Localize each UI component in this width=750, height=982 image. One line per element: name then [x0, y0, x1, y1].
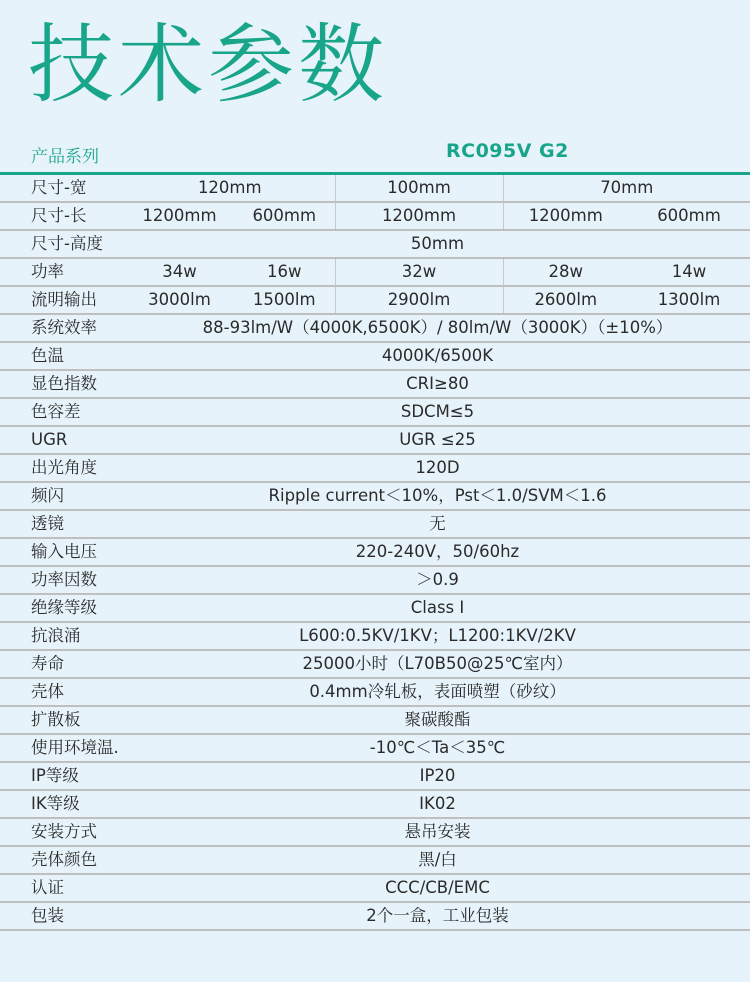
cell-value: CCC/CB/EMC — [125, 874, 750, 902]
row-label: 壳体 — [0, 678, 125, 706]
row-label: 色温 — [0, 342, 125, 370]
page-title: 技术参数 — [28, 15, 388, 115]
row-label: 尺寸-高度 — [0, 230, 125, 258]
cell-value: Ripple current＜10%，Pst＜1.0/SVM＜1.6 — [125, 482, 750, 510]
cell-value: UGR ≤25 — [125, 426, 750, 454]
row-label: IK等级 — [0, 790, 125, 818]
cell-value: 70mm — [503, 175, 750, 202]
cell-value: 600mm — [234, 202, 335, 230]
cell-value: 88-93lm/W（4000K,6500K）/ 80lm/W（3000K）（±10%） — [125, 314, 750, 342]
cell-value: 1300lm — [628, 286, 750, 314]
spec-table — [0, 175, 750, 931]
table-row — [0, 678, 750, 706]
product-series-label: 产品系列 — [31, 147, 99, 167]
cell-value: 聚碳酸酯 — [125, 706, 750, 734]
row-label: 绝缘等级 — [0, 594, 125, 622]
table-row — [0, 286, 750, 314]
cell-value: 3000lm — [125, 286, 234, 314]
table-row — [0, 370, 750, 398]
table-row — [0, 175, 750, 202]
cell-value: 600mm — [628, 202, 750, 230]
row-label: 壳体颜色 — [0, 846, 125, 874]
cell-value: 25000小时（L70B50@25℃室内） — [125, 650, 750, 678]
table-row — [0, 314, 750, 342]
cell-value: 2900lm — [335, 286, 503, 314]
cell-value: 14w — [628, 258, 750, 286]
table-row — [0, 454, 750, 482]
cell-value: Class I — [125, 594, 750, 622]
row-label: 抗浪涌 — [0, 622, 125, 650]
cell-value: 50mm — [125, 230, 750, 258]
cell-value: 120mm — [125, 175, 335, 202]
product-series-row — [0, 138, 750, 166]
cell-value: IP20 — [125, 762, 750, 790]
table-row — [0, 398, 750, 426]
table-row — [0, 706, 750, 734]
row-label: 流明输出 — [0, 286, 125, 314]
cell-value: L600:0.5KV/1KV；L1200:1KV/2KV — [125, 622, 750, 650]
cell-value: 悬吊安装 — [125, 818, 750, 846]
row-label: 系统效率 — [0, 314, 125, 342]
row-label: 使用环境温. — [0, 734, 125, 762]
table-row — [0, 622, 750, 650]
cell-value: 黑/白 — [125, 846, 750, 874]
cell-value: 0.4mm冷轧板，表面喷塑（砂纹） — [125, 678, 750, 706]
row-label: 寿命 — [0, 650, 125, 678]
cell-value: SDCM≤5 — [125, 398, 750, 426]
cell-value: 2个一盒，工业包装 — [125, 902, 750, 930]
cell-value: -10℃＜Ta＜35℃ — [125, 734, 750, 762]
table-row — [0, 594, 750, 622]
cell-value: 4000K/6500K — [125, 342, 750, 370]
table-row — [0, 874, 750, 902]
cell-value: 100mm — [335, 175, 503, 202]
table-row — [0, 538, 750, 566]
table-row — [0, 258, 750, 286]
cell-value: 无 — [125, 510, 750, 538]
table-row — [0, 510, 750, 538]
row-label: 出光角度 — [0, 454, 125, 482]
table-row — [0, 790, 750, 818]
cell-value: 1500lm — [234, 286, 335, 314]
cell-value: 28w — [503, 258, 628, 286]
row-label: 安装方式 — [0, 818, 125, 846]
cell-value: 34w — [125, 258, 234, 286]
table-row — [0, 566, 750, 594]
row-label: 认证 — [0, 874, 125, 902]
cell-value: 1200mm — [125, 202, 234, 230]
table-row — [0, 846, 750, 874]
row-label: 功率 — [0, 258, 125, 286]
row-label: 扩散板 — [0, 706, 125, 734]
row-label: 功率因数 — [0, 566, 125, 594]
table-row — [0, 426, 750, 454]
cell-value: 120D — [125, 454, 750, 482]
table-row — [0, 202, 750, 230]
cell-value: IK02 — [125, 790, 750, 818]
row-label: 输入电压 — [0, 538, 125, 566]
table-row — [0, 762, 750, 790]
row-label: IP等级 — [0, 762, 125, 790]
table-row — [0, 230, 750, 258]
row-label: 色容差 — [0, 398, 125, 426]
row-label: 包装 — [0, 902, 125, 930]
table-row — [0, 902, 750, 930]
cell-value: 220-240V，50/60hz — [125, 538, 750, 566]
row-label: 尺寸-宽 — [0, 175, 125, 202]
row-label: 尺寸-长 — [0, 202, 125, 230]
table-row — [0, 734, 750, 762]
table-row — [0, 650, 750, 678]
cell-value: 1200mm — [335, 202, 503, 230]
cell-value: CRI≥80 — [125, 370, 750, 398]
cell-value: ＞0.9 — [125, 566, 750, 594]
cell-value: 32w — [335, 258, 503, 286]
table-row — [0, 342, 750, 370]
table-row — [0, 818, 750, 846]
cell-value: 1200mm — [503, 202, 628, 230]
table-row — [0, 482, 750, 510]
product-series-value: RC095V G2 — [446, 140, 569, 162]
row-label: 频闪 — [0, 482, 125, 510]
cell-value: 2600lm — [503, 286, 628, 314]
row-label: 显色指数 — [0, 370, 125, 398]
cell-value: 16w — [234, 258, 335, 286]
row-label: 透镜 — [0, 510, 125, 538]
row-label: UGR — [0, 426, 125, 454]
